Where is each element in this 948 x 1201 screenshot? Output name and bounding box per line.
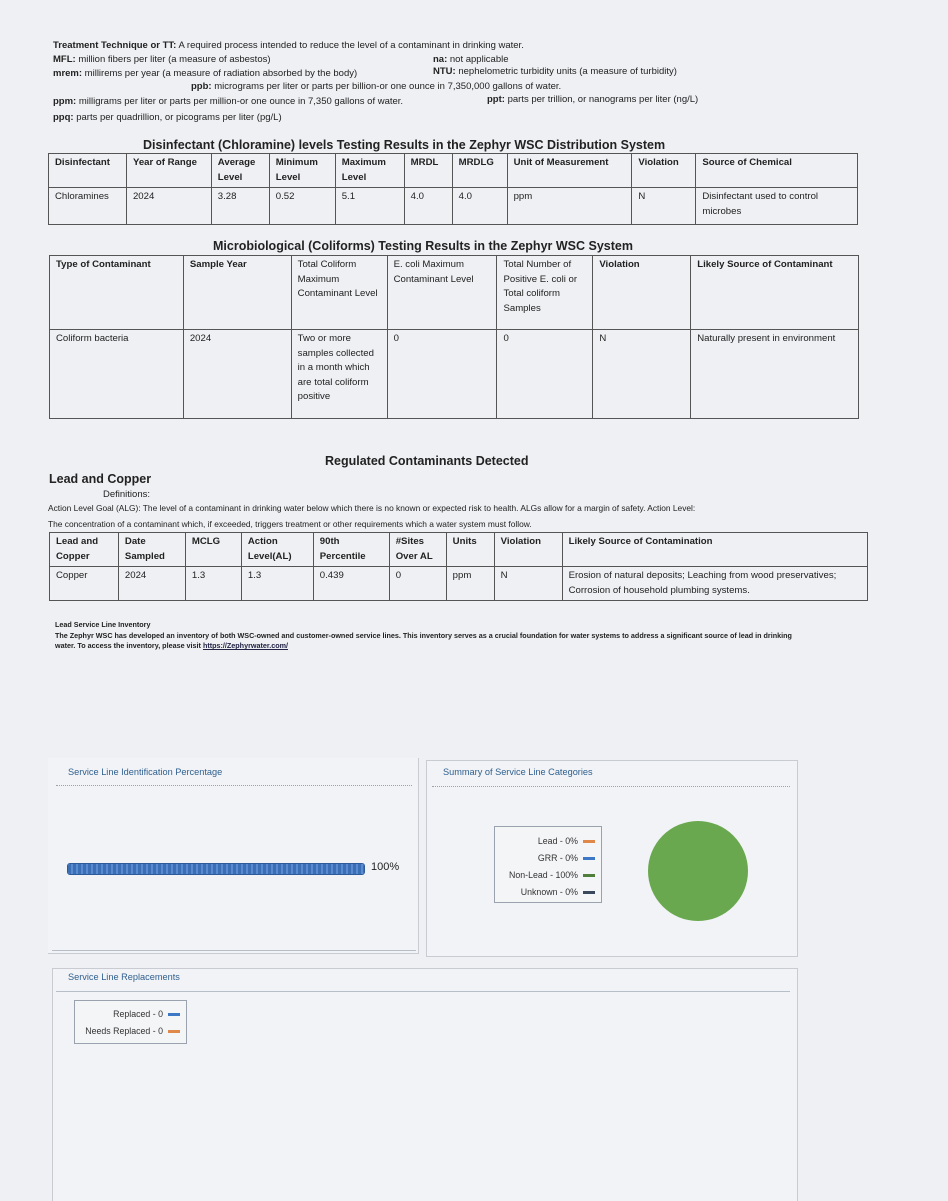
table-cell: 2024	[118, 567, 185, 601]
gray-swatch-icon	[583, 891, 595, 894]
divider	[56, 991, 790, 992]
disinfectant-table	[48, 153, 858, 225]
replacements-legend	[74, 1000, 187, 1044]
identification-progress-bar	[67, 863, 365, 875]
table-cell: Naturally present in environment	[691, 330, 859, 419]
table-cell: 0.439	[313, 567, 389, 601]
header-cell: Unit of Measurement	[507, 154, 632, 188]
summary-title: Summary of Service Line Categories	[443, 767, 593, 777]
header-cell: Action Level(AL)	[241, 533, 313, 567]
header-cell: Sample Year	[183, 256, 291, 330]
lead-copper-table	[49, 532, 868, 601]
microbiological-table	[49, 255, 859, 419]
def-tt: Treatment Technique or TT: A required process intended to reduce the level of a contaminant in drinking water.	[53, 40, 524, 51]
table-cell: N	[593, 330, 691, 419]
header-cell: Violation	[593, 256, 691, 330]
header-cell: Violation	[632, 154, 696, 188]
legend-item-grr: GRR - 0%	[495, 850, 601, 867]
header-cell: #Sites Over AL	[389, 533, 446, 567]
table-cell: 3.28	[211, 188, 269, 225]
table-cell: Copper	[50, 567, 119, 601]
categories-pie-chart	[646, 819, 750, 923]
header-cell: Violation	[494, 533, 562, 567]
def-ntu: NTU: nephelometric turbidity units (a measure of turbidity)	[433, 66, 677, 77]
header-cell: Average Level	[211, 154, 269, 188]
blue-swatch-icon	[583, 857, 595, 860]
def-ppm: ppm: milligrams per liter or parts per million-or one ounce in 7,350 gallons of water.	[53, 96, 404, 107]
identification-title: Service Line Identification Percentage	[68, 767, 223, 777]
header-cell: MCLG	[185, 533, 241, 567]
table-header-row	[49, 154, 858, 188]
def-ppb: ppb: micrograms per liter or parts per billion-or one ounce in 7,350,000 gallons of water.	[191, 81, 562, 92]
inventory-heading: Lead Service Line Inventory	[55, 620, 151, 629]
legend-item-replaced: Replaced - 0	[75, 1006, 186, 1023]
header-cell: Disinfectant	[49, 154, 127, 188]
header-cell: Year of Range	[126, 154, 211, 188]
def-na: na: not applicable	[433, 54, 509, 65]
lead-copper-heading: Lead and Copper	[49, 472, 152, 486]
al-definition: The concentration of a contaminant which, if exceeded, triggers treatment or other requirements which a water system must follow.	[48, 519, 532, 529]
table-row	[50, 567, 868, 601]
table-cell: N	[632, 188, 696, 225]
header-cell: Type of Contaminant	[50, 256, 184, 330]
table-cell: 1.3	[241, 567, 313, 601]
divider	[56, 785, 412, 786]
header-cell: Date Sampled	[118, 533, 185, 567]
header-cell: MRDLG	[452, 154, 507, 188]
header-cell: Likely Source of Contaminant	[691, 256, 859, 330]
header-cell: Source of Chemical	[696, 154, 858, 188]
orange-swatch-icon	[168, 1030, 180, 1033]
table-cell: Two or more samples collected in a month which are total coliform positive	[291, 330, 387, 419]
table-cell: 0	[389, 567, 446, 601]
header-cell: Maximum Level	[335, 154, 404, 188]
legend-item-non-lead: Non-Lead - 100%	[495, 867, 601, 884]
header-cell: Minimum Level	[269, 154, 335, 188]
alg-definition: Action Level Goal (ALG): The level of a contaminant in drinking water below which there is no known or expected risk to health. ALGs allow for a margin of safety. Action Level:	[48, 503, 696, 513]
header-cell: Total Number of Positive E. coli or Total coliform Samples	[497, 256, 593, 330]
table-cell: 5.1	[335, 188, 404, 225]
identification-panel	[48, 758, 419, 954]
blue-swatch-icon	[168, 1013, 180, 1016]
table-cell: N	[494, 567, 562, 601]
identification-progress-fill	[68, 864, 364, 874]
header-cell: 90th Percentile	[313, 533, 389, 567]
table-cell: ppm	[446, 567, 494, 601]
divider	[52, 950, 416, 951]
pie-slices	[648, 821, 748, 921]
header-cell: Likely Source of Contamination	[562, 533, 867, 567]
table-cell: ppm	[507, 188, 632, 225]
table-cell: 0.52	[269, 188, 335, 225]
legend-item-needs-replaced: Needs Replaced - 0	[75, 1023, 186, 1040]
table-cell: 4.0	[404, 188, 452, 225]
inventory-text: The Zephyr WSC has developed an inventory of both WSC-owned and customer-owned service lines. This inventory serves as a crucial foundation for water systems to address a significant source of lead in drinking water. To access the inventory, please visit https://Zephyrwater.com/	[55, 631, 792, 650]
categories-legend	[494, 826, 602, 903]
table-header-row	[50, 256, 859, 330]
pie-slice-non-lead	[648, 821, 748, 921]
divider	[432, 786, 790, 787]
def-mfl: MFL: million fibers per liter (a measure of asbestos)	[53, 54, 271, 65]
regulated-title: Regulated Contaminants Detected	[325, 454, 529, 468]
definitions-label: Definitions:	[103, 489, 150, 500]
table-row	[50, 330, 859, 419]
def-ppq: ppq: parts per quadrillion, or picograms per liter (pg/L)	[53, 112, 282, 123]
header-cell: E. coli Maximum Contaminant Level	[387, 256, 497, 330]
inventory-link[interactable]: https://Zephyrwater.com/	[202, 641, 289, 650]
table-cell: 0	[497, 330, 593, 419]
table-cell: Coliform bacteria	[50, 330, 184, 419]
microbiological-title: Microbiological (Coliforms) Testing Results in the Zephyr WSC System	[213, 239, 633, 253]
def-mrem: mrem: millirems per year (a measure of radiation absorbed by the body)	[53, 68, 358, 79]
table-cell: 4.0	[452, 188, 507, 225]
def-ppt: ppt: parts per trillion, or nanograms per liter (ng/L)	[487, 94, 699, 105]
table-cell: Erosion of natural deposits; Leaching from wood preservatives; Corrosion of household plumbing systems.	[562, 567, 867, 601]
header-cell: MRDL	[404, 154, 452, 188]
table-cell: 0	[387, 330, 497, 419]
orange-swatch-icon	[583, 840, 595, 843]
table-cell: Chloramines	[49, 188, 127, 225]
header-cell: Lead and Copper	[50, 533, 119, 567]
table-header-row	[50, 533, 868, 567]
identification-percent: 100%	[371, 861, 400, 873]
table-cell: 2024	[126, 188, 211, 225]
green-swatch-icon	[583, 874, 595, 877]
replacements-title: Service Line Replacements	[68, 972, 180, 982]
legend-item-lead: Lead - 0%	[495, 833, 601, 850]
table-cell: Disinfectant used to control microbes	[696, 188, 858, 225]
header-cell: Total Coliform Maximum Contaminant Level	[291, 256, 387, 330]
table-cell: 2024	[183, 330, 291, 419]
header-cell: Units	[446, 533, 494, 567]
table-row	[49, 188, 858, 225]
table-cell: 1.3	[185, 567, 241, 601]
legend-item-unknown: Unknown - 0%	[495, 884, 601, 901]
disinfectant-title: Disinfectant (Chloramine) levels Testing Results in the Zephyr WSC Distribution System	[143, 138, 666, 152]
